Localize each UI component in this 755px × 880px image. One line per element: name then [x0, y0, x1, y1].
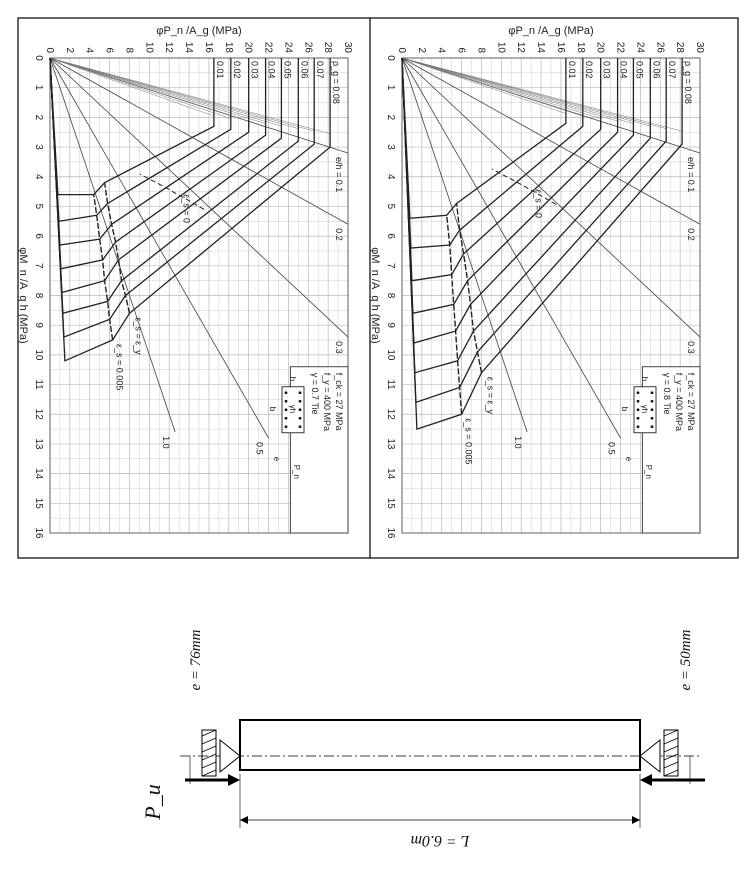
- y-tick-label: 16: [202, 41, 214, 53]
- x-tick-label: 0: [385, 55, 396, 61]
- eh-label: 1.0: [513, 436, 524, 449]
- rho-label: 0.01: [214, 61, 225, 79]
- top-support: [202, 730, 240, 776]
- length-label: L = 6.0m: [410, 832, 470, 849]
- section-label-b: b: [268, 406, 277, 412]
- e-bottom-label: e = 50mm: [678, 629, 694, 691]
- rebar-dot: [285, 400, 288, 403]
- x-tick-label: 9: [33, 322, 44, 328]
- rebar-dot: [637, 391, 640, 394]
- param-fck: f_ck = 27 MPa: [686, 372, 696, 431]
- x-tick-label: 14: [385, 468, 396, 480]
- interaction-curve: [50, 58, 298, 313]
- rho-label: 0.03: [249, 61, 260, 79]
- section-label-h: h: [640, 376, 649, 382]
- e-top-label: e = 76mm: [188, 629, 204, 691]
- x-tick-label: 11: [33, 379, 44, 390]
- x-tick-label: 6: [385, 233, 396, 239]
- param-gamma: γ = 0.7 Tie: [310, 372, 320, 415]
- x-tick-label: 12: [385, 408, 396, 420]
- x-tick-label: 15: [385, 497, 396, 509]
- y-tick-label: 20: [242, 41, 254, 53]
- strain-yield-label: ε_s = ε_y: [485, 376, 496, 414]
- rebar-dot: [299, 425, 302, 428]
- y-tick-label: 24: [634, 41, 646, 53]
- bottom-support: [640, 730, 678, 776]
- x-axis-label: φM_n /A_g h (MPa): [17, 247, 29, 344]
- rho-label: ρ_g = 0.08: [331, 61, 342, 104]
- y-tick-label: 26: [654, 41, 666, 53]
- x-tick-label: 10: [33, 349, 44, 361]
- fan-line: [402, 58, 650, 126]
- fan-line: [50, 58, 281, 126]
- strain-yield-line: [105, 183, 130, 314]
- x-tick-label: 13: [33, 438, 44, 450]
- rebar-dot: [299, 391, 302, 394]
- rebar-dot: [637, 425, 640, 428]
- y-tick-label: 6: [455, 47, 467, 53]
- rebar-dot: [637, 408, 640, 411]
- column-diagram: [140, 629, 705, 849]
- y-tick-label: 16: [554, 41, 566, 53]
- rho-label: 0.05: [634, 61, 645, 79]
- x-tick-label: 16: [385, 527, 396, 539]
- param-fy: f_y = 400 MPa: [322, 372, 332, 432]
- interaction-chart-gamma-0.8: [369, 25, 705, 539]
- interaction-chart-gamma-0.7: [17, 25, 353, 539]
- y-tick-label: 26: [302, 41, 314, 53]
- rebar-dot: [285, 391, 288, 394]
- section-label-b: b: [620, 406, 629, 412]
- y-tick-label: 30: [342, 41, 353, 53]
- rho-label: 0.04: [266, 61, 277, 79]
- param-fck: f_ck = 27 MPa: [334, 372, 344, 431]
- y-tick-label: 30: [694, 41, 705, 53]
- strain-zero-label: ε_s = 0: [181, 194, 192, 224]
- x-tick-label: 3: [385, 144, 396, 150]
- rebar-dot: [285, 417, 288, 420]
- y-tick-label: 2: [415, 47, 427, 53]
- x-tick-label: 1: [33, 84, 44, 91]
- x-tick-label: 15: [33, 497, 44, 509]
- x-tick-label: 8: [385, 292, 396, 299]
- eh-label: 0.5: [606, 442, 617, 455]
- rho-label: 0.04: [618, 61, 629, 79]
- section-label-gh: γh: [640, 404, 649, 414]
- interaction-curve: [402, 58, 633, 343]
- rho-label: 0.01: [566, 61, 577, 79]
- strain-zero-label: ε_s = 0: [533, 189, 544, 218]
- eh-label: 1.0: [161, 436, 172, 449]
- rebar-dot: [651, 400, 654, 403]
- x-tick-label: 7: [33, 263, 44, 269]
- x-tick-label: 6: [33, 233, 44, 239]
- x-tick-label: 12: [33, 408, 44, 420]
- eh-label: 0.3: [686, 341, 696, 354]
- param-fy: f_y = 400 MPa: [674, 372, 684, 432]
- x-tick-label: 4: [33, 173, 44, 180]
- rebar-dot: [299, 408, 302, 411]
- y-tick-label: 12: [163, 41, 175, 53]
- rho-label: 0.02: [231, 61, 242, 79]
- y-tick-label: 2: [63, 47, 75, 53]
- x-tick-label: 5: [385, 203, 396, 210]
- rho-label: 0.02: [583, 61, 594, 79]
- section-label-e: e: [624, 456, 633, 462]
- y-tick-label: 6: [103, 47, 115, 53]
- fan-line: [50, 58, 231, 119]
- x-tick-label: 7: [385, 263, 396, 269]
- x-tick-label: 1: [385, 84, 396, 91]
- y-tick-label: 24: [282, 41, 294, 53]
- y-tick-label: 0: [396, 47, 407, 53]
- y-axis-label: φP_n /A_g (MPa): [156, 25, 242, 37]
- y-tick-label: 4: [435, 47, 447, 53]
- eh-line: [402, 58, 527, 432]
- y-tick-label: 28: [322, 41, 334, 53]
- eh-label: 0.3: [334, 341, 344, 354]
- x-tick-label: 10: [385, 349, 396, 361]
- x-tick-label: 16: [33, 527, 44, 539]
- rho-label: 0.05: [282, 61, 293, 79]
- y-tick-label: 18: [222, 41, 234, 53]
- rho-label: 0.06: [299, 61, 310, 79]
- section-label-pn: P_n: [292, 464, 301, 479]
- x-tick-label: 5: [33, 203, 44, 210]
- rebar-dot: [651, 408, 654, 411]
- eh-label: e/h = 0.1: [334, 157, 344, 193]
- rebar-dot: [651, 425, 654, 428]
- rho-label: 0.07: [315, 61, 326, 79]
- x-tick-label: 8: [33, 292, 44, 299]
- strain-tension-label: ε_s = 0.005: [463, 418, 474, 465]
- column-body: [240, 720, 640, 770]
- eh-label: 0.5: [254, 442, 265, 455]
- y-tick-label: 14: [535, 41, 547, 53]
- strain-tension-label: ε_s = 0.005: [114, 344, 125, 391]
- x-tick-label: 13: [385, 438, 396, 450]
- y-tick-label: 28: [674, 41, 686, 53]
- x-axis-label: φM_n /A_g h (MPa): [369, 247, 381, 344]
- x-tick-label: 2: [385, 114, 396, 121]
- y-tick-label: 4: [83, 47, 95, 53]
- x-tick-label: 9: [385, 322, 396, 328]
- rebar-dot: [285, 408, 288, 411]
- section-label-h: h: [288, 376, 297, 382]
- y-tick-label: 18: [574, 41, 586, 53]
- x-tick-label: 4: [385, 173, 396, 180]
- strain-yield-label: ε_s = ε_y: [133, 317, 144, 355]
- rho-label: 0.07: [667, 61, 678, 79]
- section-label-e: e: [272, 456, 281, 462]
- eh-label: 0.2: [334, 228, 344, 241]
- y-tick-label: 22: [262, 41, 274, 53]
- y-tick-label: 14: [183, 41, 195, 53]
- rebar-dot: [299, 417, 302, 420]
- rebar-dot: [651, 391, 654, 394]
- pu-label: P_u: [140, 784, 165, 820]
- y-tick-label: 10: [495, 41, 507, 53]
- x-tick-label: 2: [33, 114, 44, 121]
- y-tick-label: 22: [614, 41, 626, 53]
- y-tick-label: 12: [515, 41, 527, 53]
- rebar-dot: [637, 400, 640, 403]
- y-tick-label: 8: [475, 47, 487, 53]
- x-tick-label: 3: [33, 144, 44, 150]
- y-tick-label: 0: [44, 47, 55, 53]
- eh-line: [50, 58, 175, 432]
- y-tick-label: 10: [143, 41, 155, 53]
- eh-label: e/h = 0.1: [686, 157, 696, 193]
- rebar-dot: [651, 417, 654, 420]
- x-tick-label: 11: [385, 379, 396, 390]
- section-label-gh: γh: [288, 404, 297, 414]
- x-tick-label: 0: [33, 55, 44, 61]
- rho-label: 0.06: [651, 61, 662, 79]
- x-tick-label: 14: [33, 468, 44, 480]
- eh-label: 0.2: [686, 228, 696, 241]
- rho-label: 0.03: [601, 61, 612, 79]
- rho-label: ρ_g = 0.08: [683, 61, 694, 104]
- fan-line: [402, 58, 583, 116]
- rebar-dot: [637, 417, 640, 420]
- rebar-dot: [285, 425, 288, 428]
- y-axis-label: φP_n /A_g (MPa): [508, 25, 594, 37]
- y-tick-label: 8: [123, 47, 135, 53]
- rebar-dot: [299, 400, 302, 403]
- param-gamma: γ = 0.8 Tie: [662, 372, 672, 415]
- y-tick-label: 20: [594, 41, 606, 53]
- section-label-pn: P_n: [644, 464, 653, 479]
